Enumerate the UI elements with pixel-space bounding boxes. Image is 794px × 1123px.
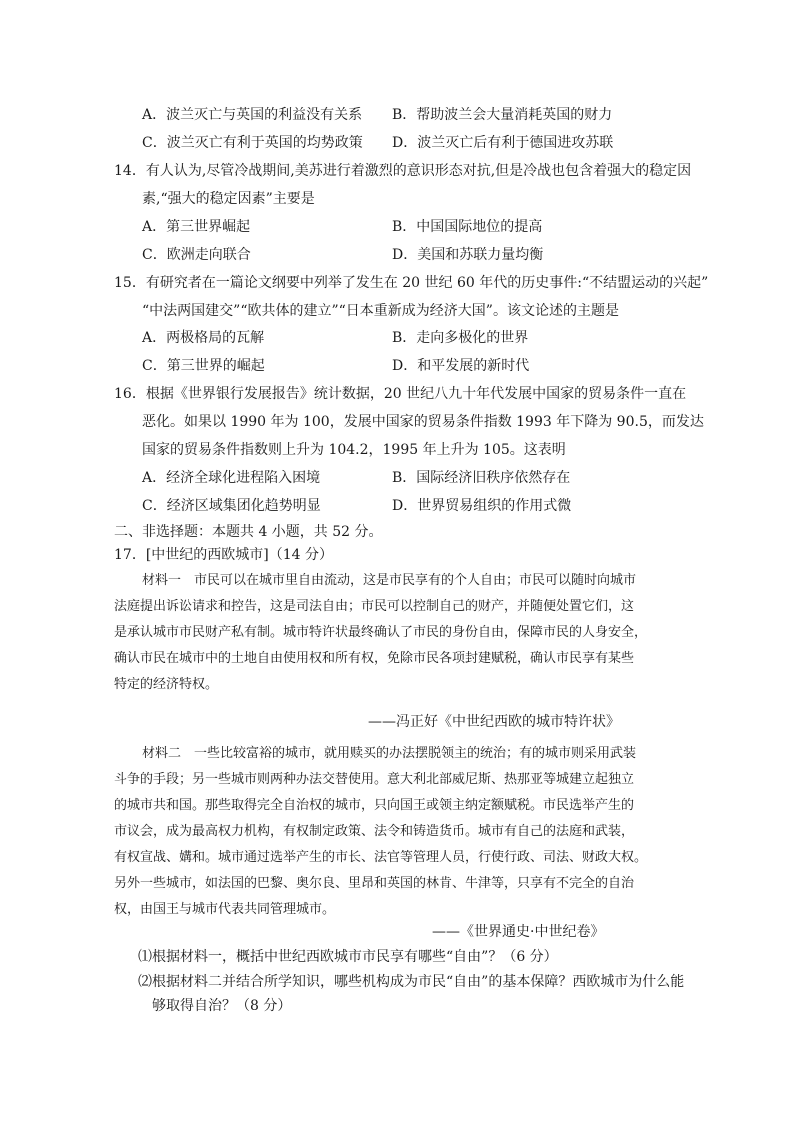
material1-line-1: 材料一 市民可以在城市里自由流动，这是市民享有的个人自由；市民可以随时向城市	[142, 573, 637, 588]
q14-option-a: A．第三世界崛起	[142, 219, 251, 235]
material2-line-5: 有权宣战、媾和。城市通过选举产生的市长、法官等管理人员，行使行政、司法、财政大权。	[114, 850, 648, 865]
q16-option-b: B．国际经济旧秩序依然存在	[392, 470, 571, 486]
q14-option-d: D．美国和苏联力量均衡	[392, 247, 544, 263]
material1-line-4: 确认市民在城市中的土地自由使用权和所有权，免除市民各项封建赋税，确认市民享有某些	[114, 651, 635, 666]
q15-option-a: A．两极格局的瓦解	[142, 330, 265, 346]
material2-line-4: 市议会，成为最高权力机构，有权制定政策、法令和铸造货币。城市有自己的法庭和武装，	[114, 824, 635, 839]
q17-sub-question-2-line-2: 够取得自治？（8 分）	[152, 998, 292, 1014]
material1-line-2: 法庭提出诉讼请求和控告，这是司法自由；市民可以控制自己的财产，并随便处置它们，这	[114, 599, 635, 614]
q15-option-d: D．和平发展的新时代	[392, 358, 530, 374]
q16-stem-line-1: 16．根据《世界银行发展报告》统计数据，20 世纪八九十年代发展中国家的贸易条件一直在	[114, 386, 687, 402]
material1-line-3: 是承认城市市民财产私有制。城市特许状最终确认了市民的身份自由，保障市民的人身安全，	[114, 625, 648, 640]
material2-source: ——《世界通史·中世纪卷》	[432, 924, 605, 940]
q16-stem-line-2: 恶化。如果以 1990 年为 100，发展中国家的贸易条件指数 1993 年下降为 90.5，而发达	[142, 414, 704, 430]
q16-option-c: C．经济区域集团化趋势明显	[142, 498, 321, 514]
q14-option-c: C．欧洲走向联合	[142, 247, 251, 263]
q14-option-b: B．中国国际地位的提高	[392, 219, 543, 235]
q16-option-d: D．世界贸易组织的作用式微	[392, 498, 572, 514]
q16-stem-line-3: 国家的贸易条件指数则上升为 104.2，1995 年上升为 105。这表明	[142, 442, 566, 458]
q13-option-b: B．帮助波兰会大量消耗英国的财力	[392, 107, 613, 123]
q13-option-c: C．波兰灭亡有利于英国的均势政策	[142, 135, 363, 151]
q17-sub-question-1: ⑴根据材料一，概括中世纪西欧城市市民享有哪些“自由”？（6 分）	[138, 949, 558, 965]
material1-line-5: 特定的经济特权。	[114, 677, 219, 692]
q13-option-a: A．波兰灭亡与英国的利益没有关系	[142, 107, 363, 123]
section-heading: 二、非选择题：本题共 4 小题，共 52 分。	[114, 524, 383, 540]
material2-line-6: 另外一些城市，如法国的巴黎、奥尔良、里昂和英国的林肯、牛津等，只享有不完全的自治	[114, 876, 635, 891]
q13-option-d: D．波兰灭亡后有利于德国进攻苏联	[392, 135, 614, 151]
q15-option-c: C．第三世界的崛起	[142, 358, 265, 374]
q14-stem-line-1: 14．有人认为,尽管冷战期间,美苏进行着激烈的意识形态对抗,但是冷战也包含着强大的稳定因	[114, 163, 692, 179]
q15-option-b: B．走向多极化的世界	[392, 330, 529, 346]
q14-stem-line-2: 素,“强大的稳定因素”主要是	[142, 191, 315, 207]
material2-line-3: 的城市共和国。那些取得完全自治权的城市，只向国王或领主纳定额赋税。市民选举产生的	[114, 798, 635, 813]
material2-line-7: 权，由国王与城市代表共同管理城市。	[114, 902, 336, 917]
material2-line-1: 材料二 一些比较富裕的城市，就用赎买的办法摆脱领主的统治；有的城市则采用武装	[142, 746, 637, 761]
q16-option-a: A．经济全球化进程陷入困境	[142, 470, 321, 486]
material2-line-2: 斗争的手段；另一些城市则两种办法交替使用。意大利北部威尼斯、热那亚等城建立起独立	[114, 772, 635, 787]
q17-sub-question-2-line-1: ⑵根据材料二并结合所学知识，哪些机构成为市民“自由”的基本保障？西欧城市为什么能	[138, 974, 685, 990]
q17-title: 17．[中世纪的西欧城市]（14 分）	[114, 547, 334, 563]
q15-stem-line-1: 15．有研究者在一篇论文纲要中列举了发生在 20 世纪 60 年代的历史事件:“不结盟运动的兴起”	[114, 275, 709, 291]
material1-source: ——冯正好《中世纪西欧的城市特许状》	[368, 714, 620, 730]
q15-stem-line-2: “中法两国建交”“欧共体的建立”“日本重新成为经济大国”。该文论述的主题是	[142, 303, 619, 319]
